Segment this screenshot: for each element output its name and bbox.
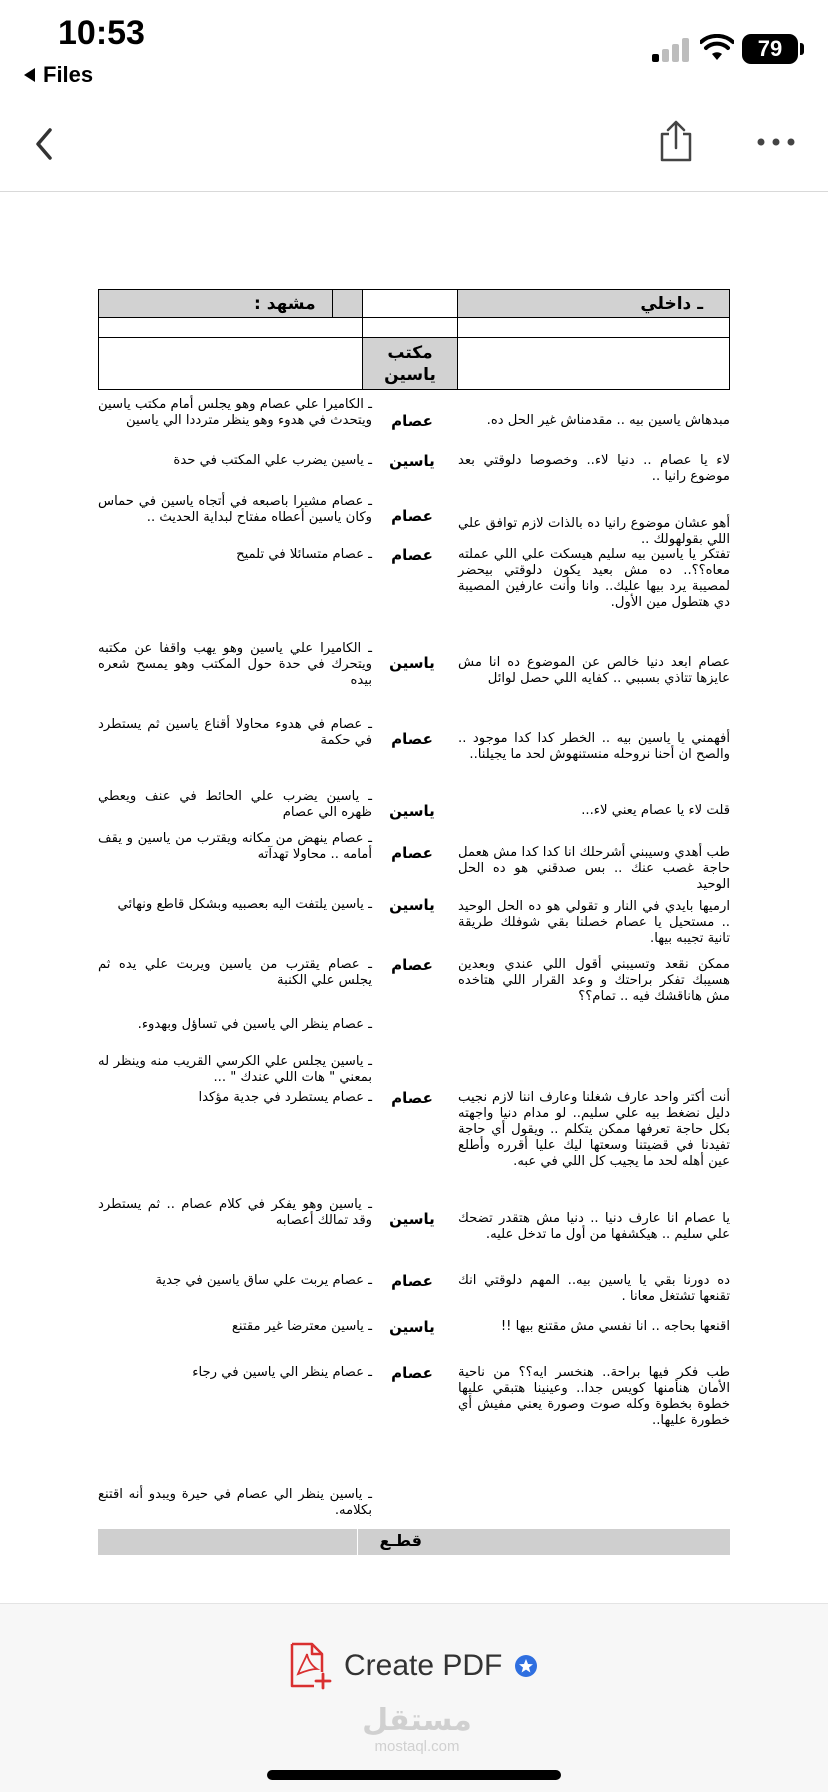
scene-header-table — [98, 289, 730, 390]
character-name: ياسين — [389, 896, 435, 914]
cut-divider — [357, 1529, 358, 1555]
character-name: ياسين — [389, 802, 435, 820]
character-name: عصام — [391, 956, 433, 974]
pdf-plus-icon — [288, 1642, 332, 1690]
mostaql-watermark — [362, 1704, 472, 1755]
star-badge-icon — [514, 1654, 538, 1678]
action-text: ـ عصام متسائلا في تلميح — [236, 547, 372, 562]
character-name: عصام — [391, 730, 433, 748]
interior-label: ـ داخلي — [458, 290, 730, 318]
dialogue-text: طب أهدي وسيبني أشرحلك انا كدا كدا مش هعمل حاجة غصب عنك .. بس صدقني هو ده الحل الوحيد — [458, 845, 730, 892]
action-text: ـ ياسين يضرب علي المكتب في حدة — [173, 453, 372, 468]
watermark-english: mostaql.com — [374, 1738, 460, 1755]
character-name: عصام — [391, 507, 433, 525]
action-text: ـ ياسين معترضا غير مقتنع — [231, 1319, 372, 1334]
share-icon[interactable] — [656, 120, 696, 164]
character-name: عصام — [391, 1089, 433, 1107]
watermark-arabic: مستقل — [362, 1703, 472, 1738]
header-empty-cell — [362, 290, 458, 318]
action-text: ـ عصام يربت علي ساق ياسين في جدية — [155, 1273, 372, 1288]
battery-nub — [800, 43, 804, 55]
character-name: ياسين — [389, 452, 435, 470]
location-label: مكتب ياسين — [362, 338, 458, 390]
action-text: ـ ياسين يلتفت اليه بعصبيه وبشكل قاطع ونهائي — [117, 897, 372, 912]
dialogue-text: تفتكر يا ياسين بيه سليم هيسكت علي اللي عملته معاه؟؟.. ده مش بعيد يكون دلوقتي بيحضر لمصيبة يرد بيها عليك.. وانا وأنت عارفين المصيبة دي هتطول مين الأول. — [458, 547, 730, 610]
action-text: ـ عصام يستطرد في جدية مؤكدا — [198, 1090, 372, 1105]
cut-label: قطـع — [379, 1531, 422, 1550]
character-name: ياسين — [389, 654, 435, 672]
dialogue-text: ده دورنا بقي يا ياسين بيه.. المهم دلوقتي انك تقنعها تشتغل معانا . — [458, 1273, 730, 1304]
dialogue-text: أنت أكتر واحد عارف شغلنا وعارف اننا لازم نجيب دليل نضغط بيه علي سليم.. لو مدام دنيا واجهته بكل حاجة تعرفها ممكن يتكلم .. ويقول أي حاجة تفيدنا في قضيتنا وسعتها ليك عليا أقرره وأطلع عين أهله لحد ما يجيب كل اللي في عبه. — [458, 1090, 730, 1169]
header-spacer-cell — [99, 318, 363, 338]
create-pdf-label: Create PDF — [344, 1649, 503, 1682]
dialogue-text: طب فكر فيها براحة.. هنخسر ايه؟؟ من ناحية الأمان هنأمنها كويس جدا.. وعينينا هتبقي عليها خطوة بخطوة وكله صوت وصورة يعني مفيش أي خطورة عليها.. — [458, 1365, 730, 1428]
dialogue-text: اقنعها بحاجه .. انا نفسي مش مقتنع بيها !! — [500, 1319, 730, 1334]
character-name: عصام — [391, 546, 433, 564]
action-text: ـ ياسين وهو يفكر في كلام عصام .. ثم يستطرد وقد تمالك أعصابه — [98, 1197, 372, 1228]
dialogue-text: أهو عشان موضوع رانيا ده بالذات لازم توافق علي اللي بقولهولك .. — [458, 516, 730, 547]
chevron-left-icon[interactable] — [30, 126, 60, 162]
document-page — [0, 193, 828, 1603]
action-text: ـ عصام ينظر الي ياسين في رجاء — [192, 1365, 372, 1380]
dialogue-text: قلت لاء يا عصام يعني لاء... — [581, 803, 730, 818]
status-time: 10:53 — [58, 14, 145, 52]
header-blank-cell — [99, 338, 363, 390]
header-spacer-cell — [458, 318, 730, 338]
dialogue-text: ممكن نقعد وتسيبني أقول اللي عندي وبعدين هسيبك تفكر براحتك و وعد القرار اللي هتاخده مش هاناقشك فيه .. تمام؟؟ — [458, 957, 730, 1004]
action-text: ـ الكاميرا علي ياسين وهو يهب واقفا عن مكتبه ويتحرك في حدة حول المكتب وهو يمسح شعره بيده — [98, 641, 372, 688]
cut-bar — [98, 1529, 730, 1555]
header-spacer-cell — [362, 318, 458, 338]
character-name: عصام — [391, 1272, 433, 1290]
wifi-icon — [700, 34, 734, 62]
dialogue-text: مبدهاش ياسين بيه .. مقدمناش غير الحل ده. — [486, 413, 730, 428]
character-name: عصام — [391, 844, 433, 862]
status-bar — [0, 0, 828, 96]
back-triangle-icon — [24, 68, 35, 82]
action-text: ـ عصام يقترب من ياسين ويربت علي يده ثم يجلس علي الكنبة — [98, 957, 372, 988]
bottom-toolbar — [0, 1603, 828, 1792]
action-text: ـ ياسين ينظر الي عصام في حيرة ويبدو أنه اقتنع بكلامه. — [98, 1487, 372, 1518]
dialogue-text: ارميها بايدي في النار و تقولي هو ده الحل الوحيد .. مستحيل يا عصام خصلنا بقي شوفلك طريقة تانية تجيبه بيها. — [458, 899, 730, 946]
home-indicator[interactable] — [267, 1770, 561, 1780]
header-narrow-cell — [332, 290, 362, 318]
action-text: ـ ياسين يضرب علي الحائط في عنف ويعطي ظهره الي عصام — [98, 789, 372, 820]
dialogue-text: أفهمني يا ياسين بيه .. الخطر كدا كدا موجود .. والصح ان أحنا نروحله منستنهوش لحد ما يجيلنا.. — [458, 731, 730, 762]
action-text: ـ ياسين يجلس علي الكرسي القريب منه وينظر له بمعني " هات اللي عندك " ... — [98, 1054, 372, 1085]
action-text: ـ عصام في هدوء محاولا أقناع ياسين ثم يستطرد في حكمة — [98, 717, 372, 748]
action-text: ـ عصام ينظر الي ياسين في تساؤل وبهدوء. — [137, 1017, 372, 1032]
ellipsis-icon[interactable] — [756, 136, 796, 148]
nav-bar — [0, 96, 828, 192]
dialogue-text: لاء يا عصام .. دنيا لاء.. وخصوصا دلوقتي بعد موضوع رانيا .. — [458, 453, 730, 484]
action-text: ـ عصام مشيرا باصبعه في أتجاه ياسين في حماس وكان ياسين أعطاه مفتاح لبداية الحديث .. — [98, 494, 372, 525]
dialogue-text: يا عصام انا عارف دنيا .. دنيا مش هتقدر تضحك علي سليم .. هيكشفها من أول ما تدخل عليه. — [458, 1211, 730, 1242]
back-app-label: Files — [43, 62, 94, 87]
back-to-files-link[interactable] — [24, 62, 93, 88]
battery-indicator: 79 — [742, 34, 798, 64]
character-name: عصام — [391, 1364, 433, 1382]
action-text: ـ عصام ينهض من مكانه ويقترب من ياسين و يقف أمامه .. محاولا تهدآته — [98, 831, 372, 862]
character-name: عصام — [391, 412, 433, 430]
create-pdf-button[interactable] — [288, 1642, 538, 1690]
character-name: ياسين — [389, 1318, 435, 1336]
character-name: ياسين — [389, 1210, 435, 1228]
scene-label: مشهد : — [99, 290, 333, 318]
action-text: ـ الكاميرا علي عصام وهو يجلس أمام مكتب ياسين ويتحدث في هدوء وهو ينظر مترددا الي ياسين — [98, 397, 372, 428]
dialogue-text: عصام ابعد دنيا خالص عن الموضوع ده انا مش عايزها تتاذي بسببي .. كفايه اللي حصل لوائل — [458, 655, 730, 686]
header-blank-cell — [458, 338, 730, 390]
cellular-signal-icon — [652, 38, 692, 62]
